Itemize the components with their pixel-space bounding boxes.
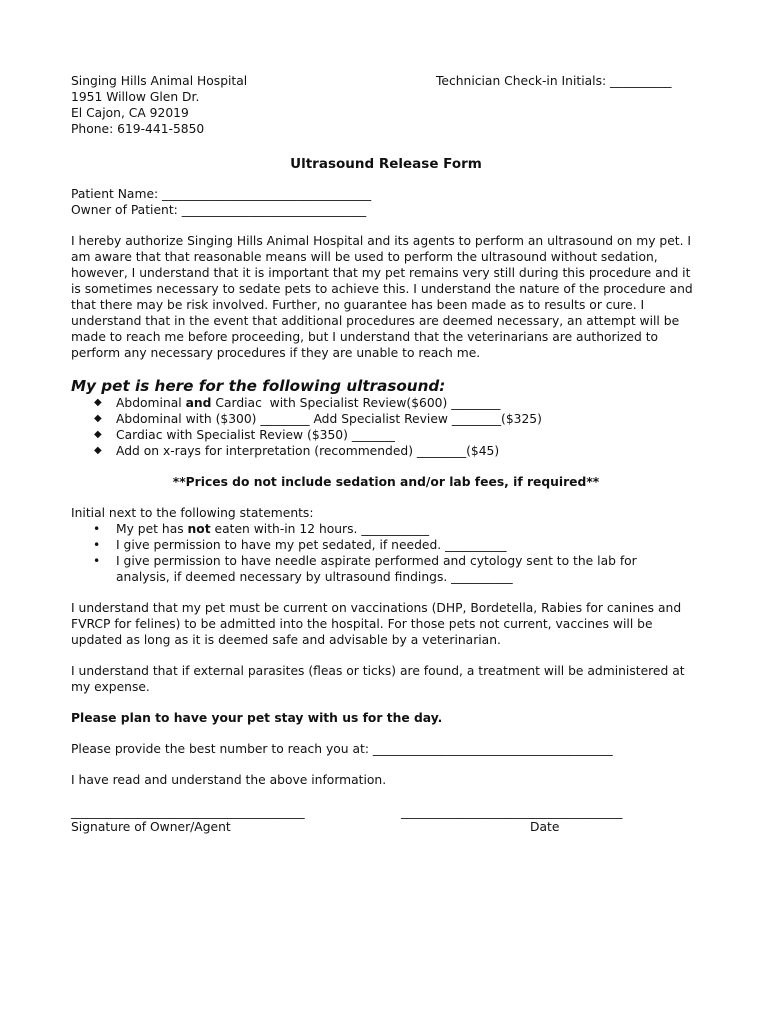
authorization-paragraph: I hereby authorize Singing Hills Animal Hospital and its agents to perform an ultrasound on my pet. I am aware that that reasonable means will be used to perform the ultrasound without sedation, however, I understand that it is important that my pet remains very still during this procedure and it is sometimes necessary to sedate pets to achieve this. I understand the nature of the procedure and that there may be risk involved. Further, no guarantee has been made as to results or cure. I understand that in the event that additional procedures are deemed necessary, an attempt will be made to reach me before proceeding, but I understand that the veterinarians are authorized to perform any necessary procedures if they are unable to reach me. [71,234,693,360]
statement-item[interactable]: • I give permission to have needle aspirate performed and cytology sent to the lab for analysis, if deemed necessary by ultrasound findings. __________ [93,554,637,584]
parasites-paragraph: I understand that if external parasites (fleas or ticks) are found, a treatment will be administered at my expense. [71,664,685,694]
owner-signature-caption: Signature of Owner/Agent [71,820,231,834]
form-title: Ultrasound Release Form [290,156,482,172]
owner-of-patient-field[interactable]: Owner of Patient: ______________________________ [71,203,367,217]
ultrasound-heading: My pet is here for the following ultrasound: [71,377,446,395]
diamond-bullet-icon: ◆ [94,397,102,408]
diamond-bullet-icon: ◆ [94,413,102,424]
form-header [71,73,701,137]
technician-initials-field[interactable]: Technician Check-in Initials: __________ [436,74,672,88]
ultrasound-option[interactable]: ◆ Add on x-rays for interpretation (recommended) ________($45) [94,444,500,458]
acknowledgement-text: I have read and understand the above information. [71,773,387,787]
patient-name-field[interactable]: Patient Name: __________________________________ [71,187,372,201]
patient-fields [71,186,701,218]
statement-item[interactable]: • My pet has not eaten with-in 12 hours. ___________ [93,522,429,536]
ultrasound-option[interactable]: ◆ Abdominal with ($300) ________ Add Specialist Review ________($325) [94,412,542,426]
contact-number-field[interactable]: Please provide the best number to reach you at: _______________________________________ [71,742,613,756]
date-line[interactable]: ____________________________________ [401,805,623,819]
diamond-bullet-icon: ◆ [94,429,102,440]
owner-signature-line[interactable]: ______________________________________ [71,805,305,819]
address-line-1: 1951 Willow Glen Dr. [71,90,200,104]
diamond-bullet-icon: ◆ [94,445,102,456]
dot-bullet-icon: • [93,538,101,552]
prices-note: **Prices do not include sedation and/or lab fees, if required** [172,475,600,489]
date-caption: Date [530,820,560,834]
hospital-address-block [71,73,247,137]
hospital-name: Singing Hills Animal Hospital [71,74,248,88]
dot-bullet-icon: • [93,554,101,568]
statements-list [71,521,701,585]
vaccination-paragraph: I understand that my pet must be current on vaccinations (DHP, Bordetella, Rabies for canines and FVRCP for felines) to be admitted into the hospital. For those pets not current, vaccines will be updated as long as it is deemed safe and advisable by a veterinarian. [71,601,682,647]
ultrasound-option[interactable]: ◆ Abdominal and Cardiac with Specialist Review($600) ________ [94,396,501,410]
ultrasound-option[interactable]: ◆ Cardiac with Specialist Review ($350) _______ [94,428,395,442]
ultrasound-options-list [71,395,701,459]
phone-number: Phone: 619-441-5850 [71,122,205,136]
plan-note: Please plan to have your pet stay with us for the day. [71,711,443,725]
release-form [71,73,701,836]
address-line-2: El Cajon, CA 92019 [71,106,189,120]
statement-item[interactable]: • I give permission to have my pet sedated, if needed. __________ [93,538,507,552]
signature-block [71,804,701,836]
statements-intro: Initial next to the following statements: [71,506,314,520]
dot-bullet-icon: • [93,522,101,536]
